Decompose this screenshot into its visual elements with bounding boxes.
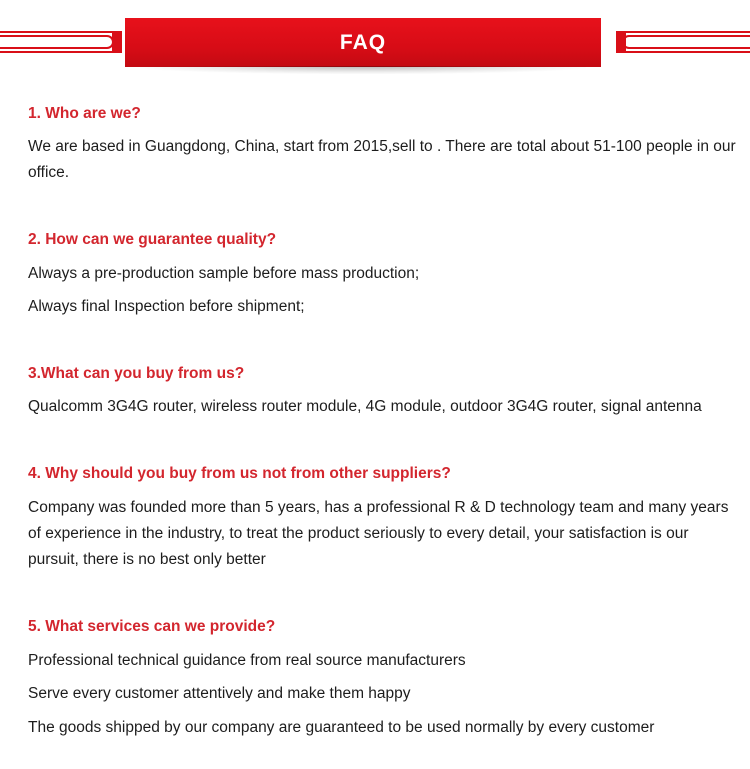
banner-right-pill xyxy=(622,35,750,49)
page-title: FAQ xyxy=(339,30,387,54)
faq-answer-5-1: Professional technical guidance from real source manufacturers xyxy=(28,652,466,669)
faq-question-5: 5. What services can we provide? xyxy=(28,618,276,635)
faq-answer-5-3: The goods shipped by our company are guaranteed to be used normally by every customer xyxy=(28,719,655,736)
faq-item-4 xyxy=(28,464,740,573)
banner-left-decoration xyxy=(0,31,122,53)
faq-title-box xyxy=(125,18,601,67)
faq-item-5 xyxy=(28,617,740,741)
banner-right-bar xyxy=(616,33,626,51)
title-shadow xyxy=(140,66,586,74)
faq-banner xyxy=(0,0,750,80)
banner-left-pill xyxy=(0,35,114,49)
banner-left-bar xyxy=(112,33,122,51)
faq-question-4: 4. Why should you buy from us not from other suppliers? xyxy=(28,465,451,482)
faq-question-2: 2. How can we guarantee quality? xyxy=(28,231,277,248)
faq-answer-5-2: Serve every customer attentively and make them happy xyxy=(28,685,411,702)
faq-item-1 xyxy=(28,104,740,186)
faq-answer-3-1: Qualcomm 3G4G router, wireless router module, 4G module, outdoor 3G4G router, signal antenna xyxy=(28,398,702,415)
faq-answer-2-1: Always a pre-production sample before mass production; xyxy=(28,265,420,282)
faq-answer-1-1: We are based in Guangdong, China, start from 2015,sell to . There are total about 51-100 people in our office. xyxy=(28,138,736,181)
faq-question-1: 1. Who are we? xyxy=(28,105,141,122)
faq-answer-2-2: Always final Inspection before shipment; xyxy=(28,298,305,315)
faq-item-2 xyxy=(28,230,740,320)
faq-answer-4-1: Company was founded more than 5 years, has a professional R & D technology team and many years of experience in the industry, to treat the product seriously to every detail, your satisfaction is our pursuit, there is no best only better xyxy=(28,499,729,568)
faq-item-3 xyxy=(28,364,740,420)
banner-right-decoration xyxy=(616,31,750,53)
faq-question-3: 3.What can you buy from us? xyxy=(28,365,245,382)
